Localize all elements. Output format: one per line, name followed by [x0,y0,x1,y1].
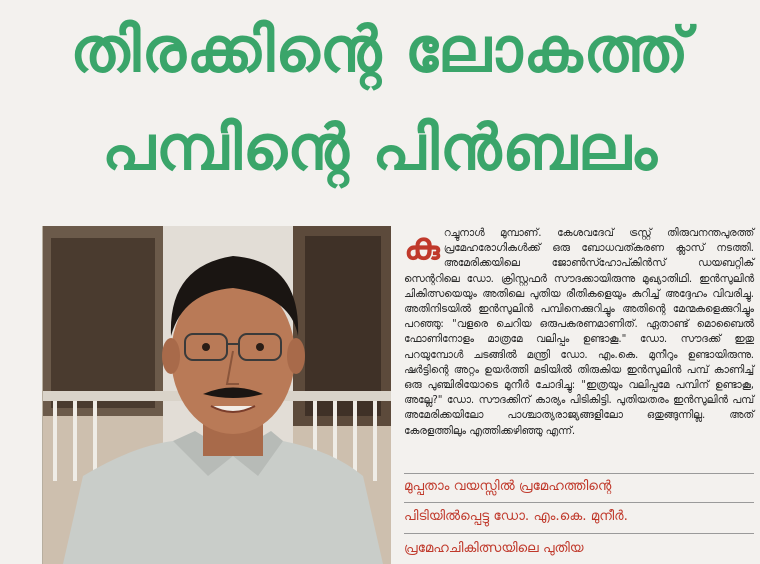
headline-line-2: പമ്പിന്റെ പിൻബലം [102,111,658,184]
divider [404,502,754,503]
drop-cap: കു [404,224,440,268]
headline [0,0,760,220]
article-body [404,226,754,439]
headline-line-1: തിരക്കിന്റെ ലോകത്ത് [70,13,690,86]
portrait-illustration [43,226,391,564]
article-text: റച്ചുനാൾ മുമ്പാണ്. കേശവദേവ് ട്രസ്റ്റ് തിരുവനന്തപുരത്ത് പ്രമേഹരോഗികൾക്ക് ഒരു ബോധവത്കരണ ക്ലാസ് നടത്തി. അമേരിക്കയിലെ ജോൺസ്ഹോപ്കിൻസ് ഡയബറ്റിക് സെന്ററിലെ ഡോ. ക്രിസ്റ്റഫർ സൗദക്കായിരുന്നു മുഖ്യാതിഥി. ഇൻസുലിൻ ചികിത്സയെയും അതിലെ പുതിയ രീതികളെയും കുറിച്ച് അദ്ദേഹം വിവരിച്ചു. അതിനിടയിൽ ഇൻസുലിൻ പമ്പിനെക്കുറിച്ചും അതിന്റെ മേന്മകളെക്കുറിച്ചും പറഞ്ഞു: "വളരെ ചെറിയ ഒരുപകരണമാണിത്. ഏതാണ്ട് മൊബൈൽ ഫോണിനോളം മാത്രമേ വലിപ്പം ഉണ്ടാകൂ." ഡോ. സൗദക്ക് ഇതു പറയുമ്പോൾ ചടങ്ങിൽ മന്ത്രി ഡോ. എം.കെ. മുനീറും ഉണ്ടായിരുന്നു. ഷർട്ടിന്റെ അറ്റം ഉയർത്തി മടിയിൽ തിരുകിയ ഇൻസുലിൻ പമ്പ് കാണിച്ച് ഒരു പുഞ്ചിരിയോടെ മുനീർ ചോദിച്ചു: "ഇത്രയും വലിപ്പമേ പമ്പിന് ഉണ്ടാകൂ, അല്ലേ?" ഡോ. സൗദക്കിന് കാര്യം പിടികിട്ടി. പുതിയതരം ഇൻസുലിൻ പമ്പ് അമേരിക്കയിലോ പാശ്ചാത്യരാജ്യങ്ങളിലോ ഒതുങ്ങുന്നില്ല. അത് കേരളത്തിലും എത്തിക്കഴിഞ്ഞു എന്ന്. [404,227,754,437]
divider [404,473,754,474]
pull-quote-line-1: മുപ്പതാം വയസ്സിൽ പ്രമേഹത്തിന്റെ [404,478,612,494]
divider [404,533,754,534]
pull-quote-line-3: പ്രമേഹചികിത്സയിലെ പുതിയ [404,540,584,556]
portrait-photo [42,226,391,564]
pull-quote-line-2: പിടിയിൽപ്പെട്ടു ഡോ. എം.കെ. മുനീർ. [404,508,628,524]
